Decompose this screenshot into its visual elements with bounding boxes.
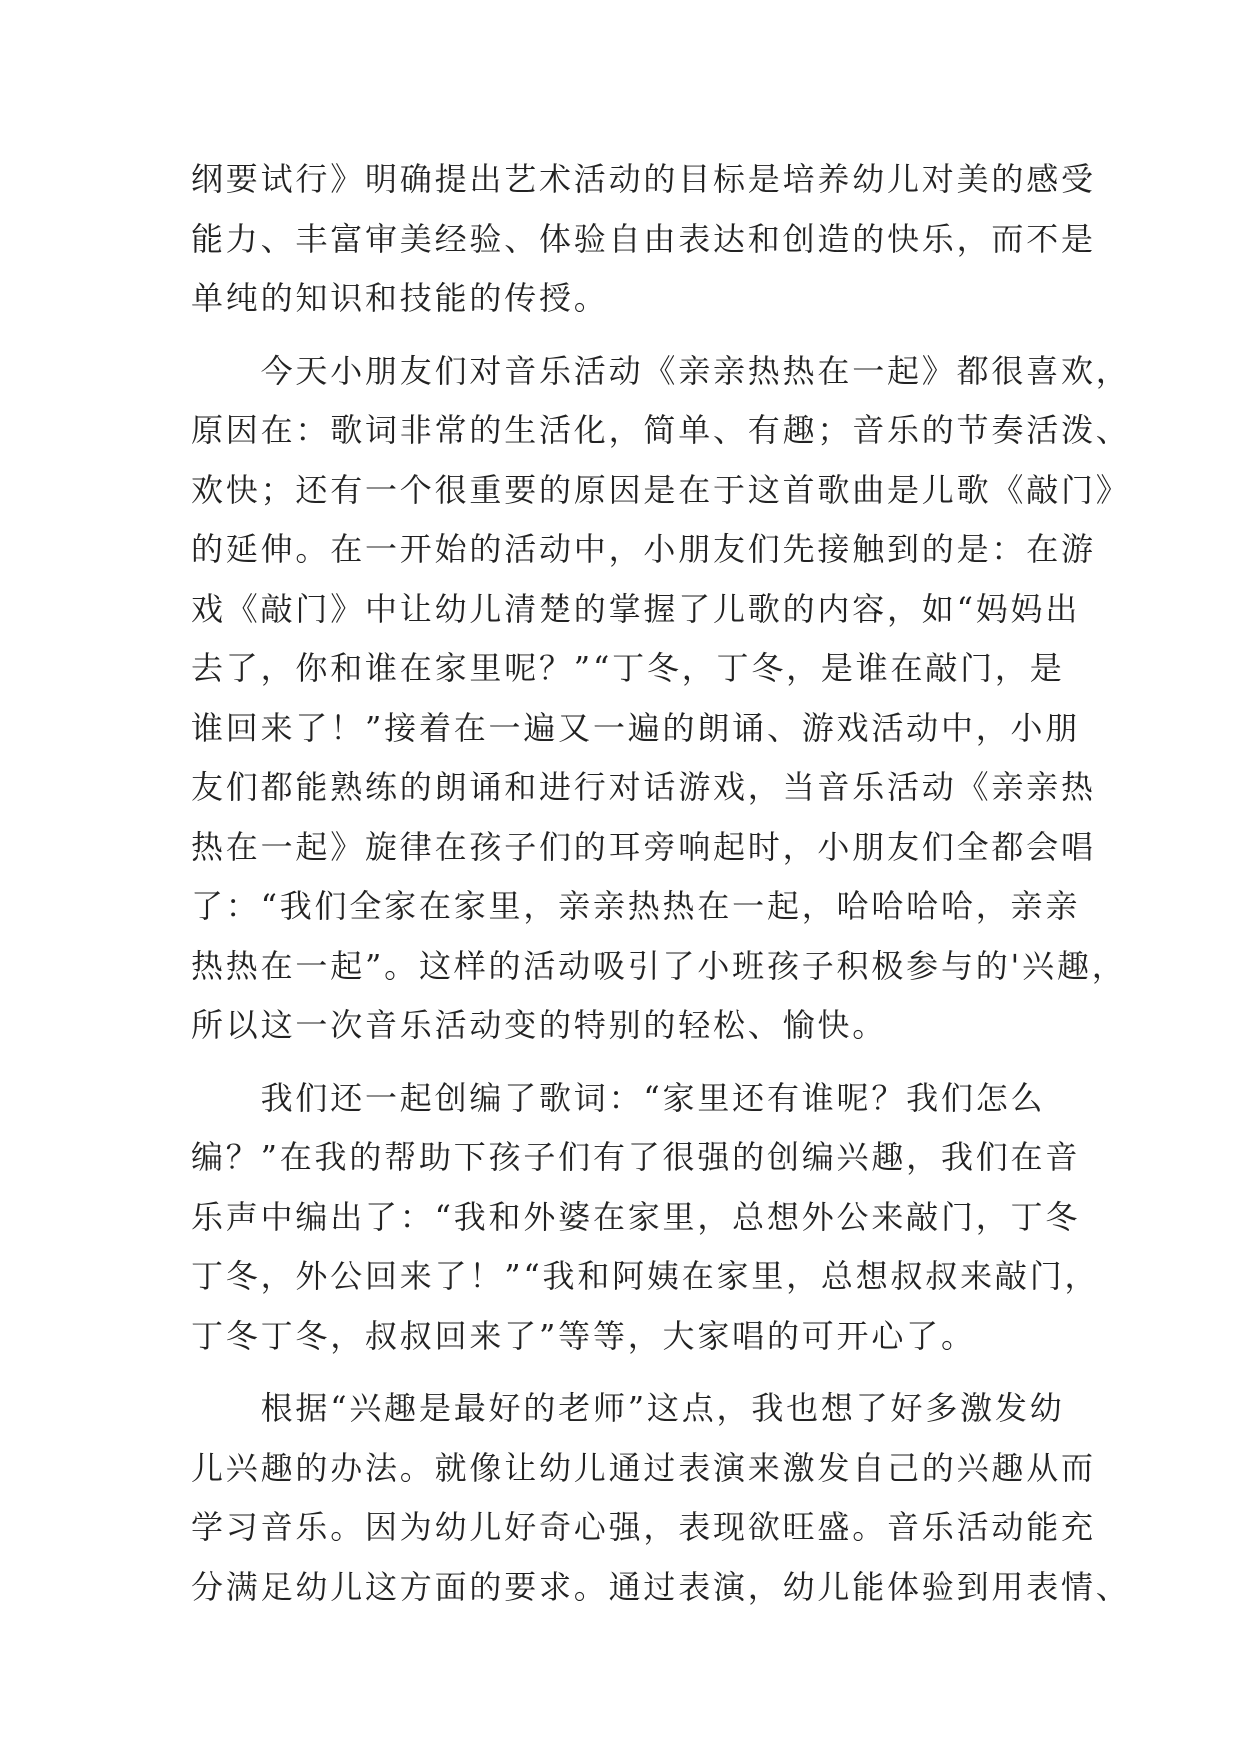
text-line: 欢快；还有一个很重要的原因是在于这首歌曲是儿歌《敲门》 xyxy=(191,470,1131,509)
text-line: 根据“兴趣是最好的老师”这点，我也想了好多激发幼 xyxy=(191,1389,1065,1427)
text-line: 戏《敲门》中让幼儿清楚的掌握了儿歌的内容，如“妈妈出 xyxy=(191,589,1081,628)
text-line: 热在一起》旋律在孩子们的耳旁响起时，小朋友们全都会唱 xyxy=(191,827,1096,866)
text-line: 友们都能熟练的朗诵和进行对话游戏，当音乐活动《亲亲热 xyxy=(191,768,1096,806)
text-line: 的延伸。在一开始的活动中，小朋友们先接触到的是：在游 xyxy=(191,530,1096,568)
text-line: 丁冬，外公回来了！”“我和阿姨在家里，总想叔叔来敲门， xyxy=(191,1257,1100,1295)
paragraph-3 xyxy=(191,1069,1100,1367)
text-line: 单纯的知识和技能的传授。 xyxy=(191,279,609,317)
text-line: 了：“我们全家在家里，亲亲热热在一起，哈哈哈哈，亲亲 xyxy=(191,887,1081,925)
text-line: 原因在：歌词非常的生活化，简单、有趣；音乐的节奏活泼、 xyxy=(191,411,1131,449)
text-line: 谁回来了！”接着在一遍又一遍的朗诵、游戏活动中，小朋 xyxy=(191,708,1081,747)
text-line: 编？”在我的帮助下孩子们有了很强的创编兴趣，我们在音 xyxy=(191,1138,1081,1176)
text-line: 今天小朋友们对音乐活动《亲亲热热在一起》都很喜欢， xyxy=(191,351,1131,390)
text-line: 丁冬丁冬，叔叔回来了”等等，大家唱的可开心了。 xyxy=(191,1316,976,1355)
text-line: 去了，你和谁在家里呢？”“丁冬，丁冬，是谁在敲门，是 xyxy=(191,649,1065,687)
text-line: 学习音乐。因为幼儿好奇心强，表现欲旺盛。音乐活动能充 xyxy=(191,1508,1096,1546)
text-line: 乐声中编出了：“我和外婆在家里，总想外公来敲门，丁冬 xyxy=(191,1197,1081,1236)
text-line: 纲要试行》明确提出艺术活动的目标是培养幼儿对美的感受 xyxy=(191,160,1096,198)
paragraph-4 xyxy=(191,1379,1131,1617)
body-text xyxy=(191,150,1131,1617)
paragraph-1 xyxy=(191,150,1096,329)
text-line: 热热在一起”。这样的活动吸引了小班孩子积极参与的'兴趣， xyxy=(191,946,1127,985)
text-line: 所以这一次音乐活动变的特别的轻松、愉快。 xyxy=(191,1006,888,1044)
text-line: 我们还一起创编了歌词：“家里还有谁呢？我们怎么 xyxy=(191,1078,1046,1117)
paragraph-2 xyxy=(191,342,1131,1056)
text-line: 儿兴趣的办法。就像让幼儿通过表演来激发自己的兴趣从而 xyxy=(191,1448,1096,1487)
text-line: 分满足幼儿这方面的要求。通过表演，幼儿能体验到用表情、 xyxy=(191,1567,1131,1606)
text-line: 能力、丰富审美经验、体验自由表达和创造的快乐，而不是 xyxy=(191,219,1096,258)
